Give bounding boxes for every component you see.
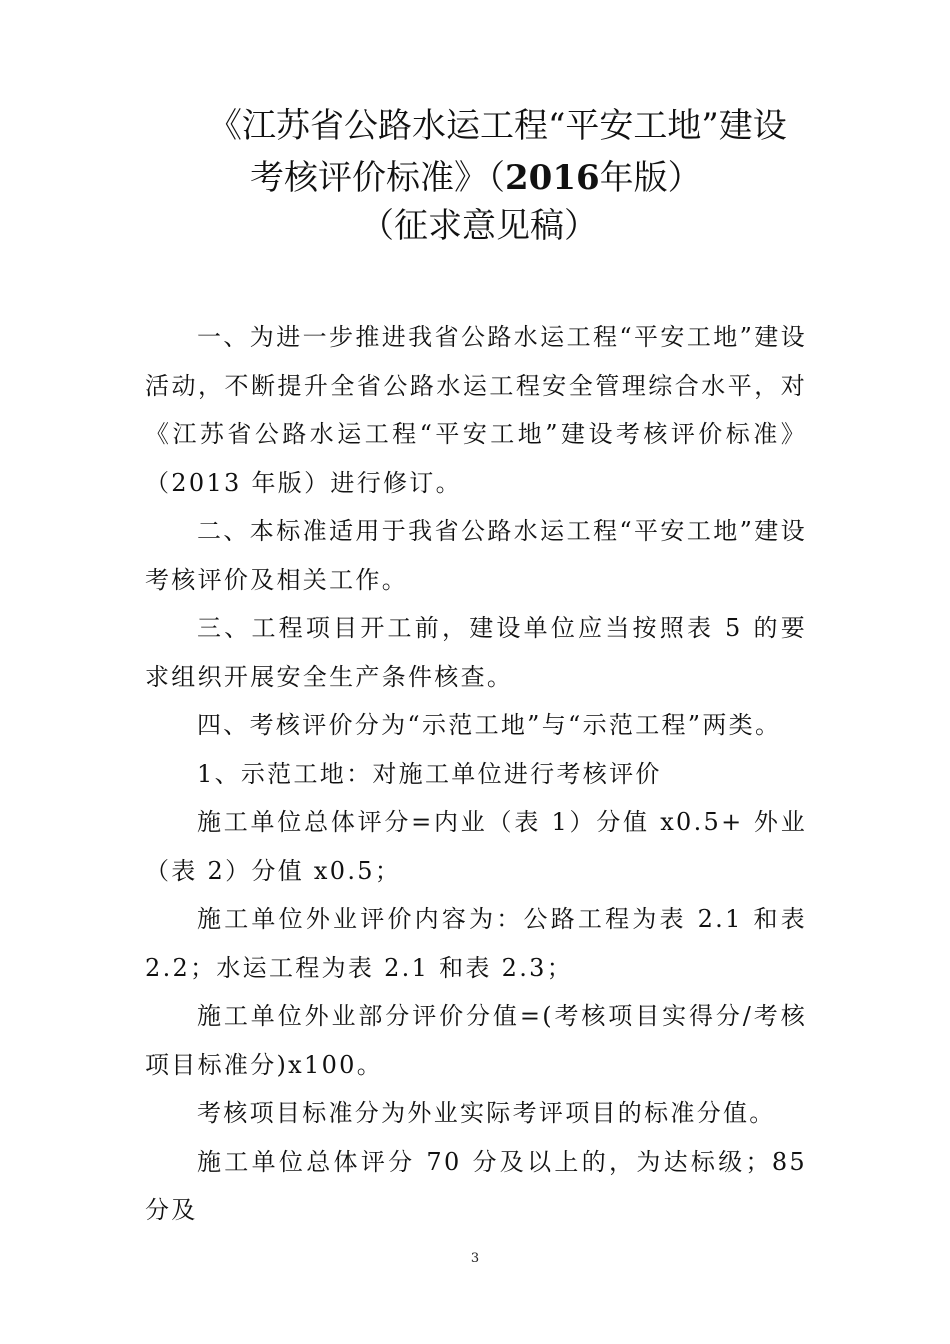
title-line-2-suffix: 年版） [599,158,702,198]
document-title-line-1 [0,106,950,146]
title-line-2-prefix: 考核评价标准》（ [250,158,505,198]
paragraph-5: 1、示范工地：对施工单位进行考核评价 [197,759,662,788]
title-line-1-text: 《江苏省公路水运工程“平安工地”建设 [208,106,787,146]
paragraph-4: 四、考核评价分为“示范工地”与“示范工程”两类。 [197,711,782,739]
paragraph-3: 三、工程项目开工前，建设单位应当按照表 5 的要求组织开展安全生产条件核查。 [145,614,807,691]
subtitle-text: （征求意见稿） [360,206,598,246]
paragraph-2: 二、本标准适用于我省公路水运工程“平安工地”建设考核评价及相关工作。 [145,517,807,594]
paragraph-7: 施工单位外业评价内容为：公路工程为表 2.1 和表 2.2；水运工程为表 2.1 和表 2.3； [145,905,807,982]
title-year: 2016 [505,158,600,198]
paragraph-10: 施工单位总体评分 70 分及以上的，为达标级；85 分及 [145,1147,807,1224]
document-body [145,313,807,1235]
page-number: 3 [470,1251,480,1266]
document-subtitle [0,206,950,246]
paragraph-6: 施工单位总体评分=内业（表 1）分值 x0.5+ 外业（表 2）分值 x0.5； [145,808,807,885]
paragraph-8: 施工单位外业部分评价分值=(考核项目实得分/考核项目标准分)x100。 [145,1002,807,1079]
paragraph-9: 考核项目标准分为外业实际考评项目的标准分值。 [197,1099,776,1127]
document-title-line-2 [0,158,950,198]
paragraph-1: 一、为进一步推进我省公路水运工程“平安工地”建设活动，不断提升全省公路水运工程安全管理综合水平，对《江苏省公路水运工程“平安工地”建设考核评价标准》（2013 年版）进行修订。 [145,323,807,497]
